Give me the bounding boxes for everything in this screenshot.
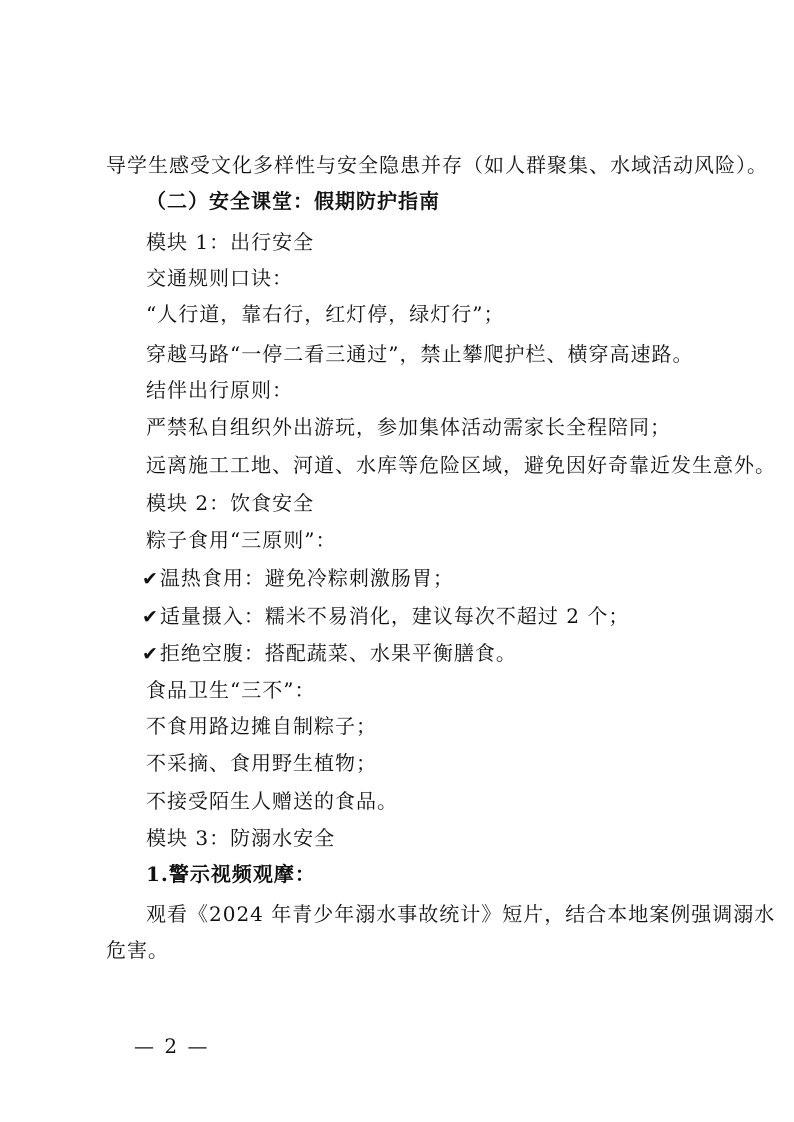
module-1-heading: 模块 1：出行安全 bbox=[146, 230, 315, 254]
section-heading-safety-class: （二）安全课堂：假期防护指南 bbox=[146, 189, 440, 213]
check-mark-icon: ✔ bbox=[142, 643, 159, 665]
checklist-item-text: 拒绝空腹：搭配蔬菜、水果平衡膳食。 bbox=[159, 641, 517, 665]
module-2-heading: 模块 2：饮食安全 bbox=[146, 491, 315, 515]
checklist-item-text: 适量摄入：糯米不易消化，建议每次不超过 2 个； bbox=[159, 604, 630, 628]
check-mark-icon: ✔ bbox=[142, 568, 159, 590]
zongzi-principles-label: 粽子食用“三原则”： bbox=[146, 528, 337, 552]
group-travel-label: 结伴出行原则： bbox=[146, 378, 293, 402]
food-hygiene-label: 食品卫生“三不”： bbox=[146, 678, 316, 702]
hygiene-item-stranger-food: 不接受陌生人赠送的食品。 bbox=[146, 789, 398, 813]
video-paragraph-line: 观看《2024 年青少年溺水事故统计》短片，结合本地案例强调溺水 bbox=[146, 902, 776, 926]
warning-video-heading: 1.警示视频观摩： bbox=[146, 862, 316, 886]
hygiene-item-street-stalls: 不食用路边摊自制粽子； bbox=[146, 714, 377, 738]
no-private-outing-line: 严禁私自组织外出游玩，参加集体活动需家长全程陪同； bbox=[146, 415, 671, 439]
checklist-item-moderate-intake bbox=[142, 603, 629, 630]
paragraph-line-continuation: 导学生感受文化多样性与安全隐患并存（如人群聚集、水域活动风险）。 bbox=[106, 153, 768, 177]
crossing-road-line: 穿越马路“一停二看三通过”，禁止攀爬护栏、横穿高速路。 bbox=[146, 342, 694, 366]
traffic-rules-label: 交通规则口诀： bbox=[146, 266, 293, 290]
checklist-item-warm-eating bbox=[142, 565, 454, 592]
traffic-rhyme-line: “人行道，靠右行，红灯停，绿灯行”； bbox=[146, 302, 505, 326]
page-number: — 2 — bbox=[134, 1034, 210, 1058]
avoid-danger-zones-line: 远离施工工地、河道、水库等危险区域，避免因好奇靠近发生意外。 bbox=[146, 453, 776, 477]
checklist-item-text: 温热食用：避免冷粽刺激肠胃； bbox=[159, 566, 454, 590]
checklist-item-no-empty-stomach bbox=[142, 640, 517, 667]
video-paragraph-line-end: 危害。 bbox=[106, 938, 169, 962]
check-mark-icon: ✔ bbox=[142, 606, 159, 628]
module-3-heading: 模块 3：防溺水安全 bbox=[146, 826, 336, 850]
hygiene-item-wild-plants: 不采摘、食用野生植物； bbox=[146, 751, 377, 775]
